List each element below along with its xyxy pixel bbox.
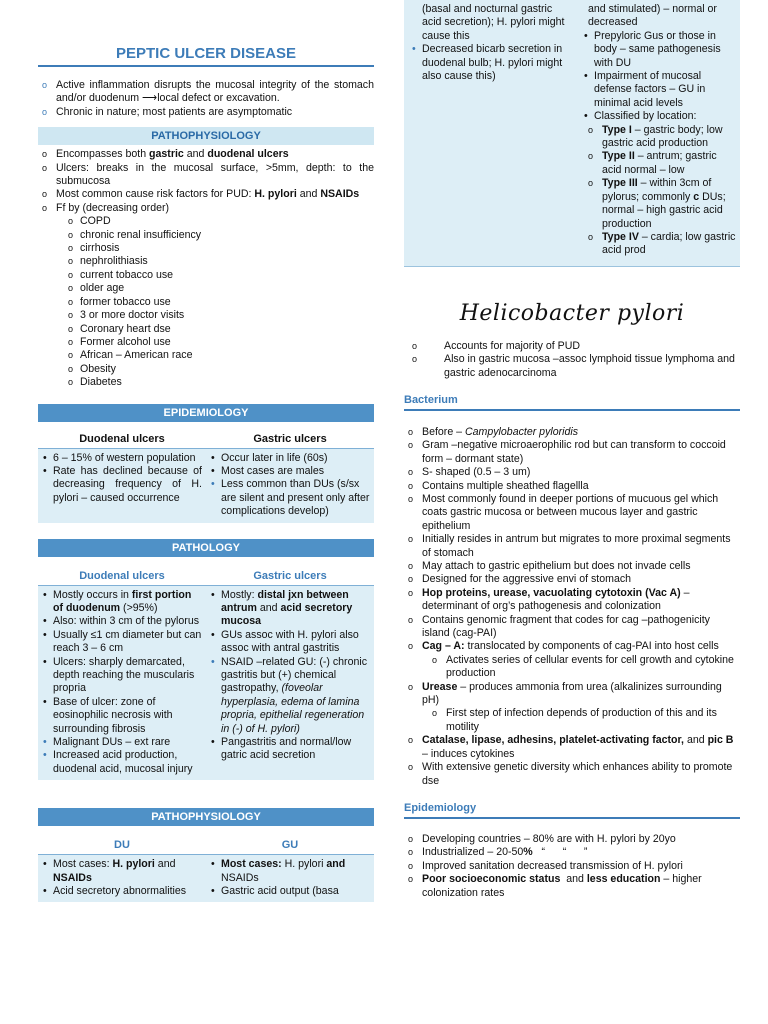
list-item: o Former alcohol use [64,336,374,349]
gu-continued-list [582,30,736,124]
section-heading-pathology: PATHOLOGY [38,539,374,557]
list-item: o Type IV – cardia; low gastric acid prod [584,231,736,258]
list-item: o Cag – A: translocated by components of cag-PAI into host cells o Activates series of cellular events for cell growth and cytokine production [404,640,740,680]
list-item: o Contains genomic fragment that codes for cag –pathogenicity island (cag-PAI) [404,614,740,641]
list-item: o Activates series of cellular events for cell growth and cytokine production [428,654,740,681]
list-item: o Type III – within 3cm of pylorus; commonly c DUs; normal – high gastric acid production [584,177,736,231]
list-item: • Acid secretory abnormalities [41,885,202,898]
list-item: • Usually ≤1 cm diameter but can reach 3 – 6 cm [41,629,202,656]
list-item: o Initially resides in antrum but migrates to more proximal segments of stomach [404,533,740,560]
list-item: o Obesity [64,363,374,376]
intro-text-2: local defect or excavation. [157,92,280,105]
list-item: • Occur later in life (60s) [209,452,370,465]
gu-continued-text: and stimulated) – normal or decreased [588,3,717,29]
section-heading-pathophysiology: PATHOPHYSIOLOGY [38,127,374,145]
list-item: o chronic renal insufficiency [64,229,374,242]
epi-du-list [41,452,202,506]
list-item: • Decreased bicarb secretion in duodenal bulb; H. pylori might also cause this) [410,43,568,83]
list-item: o Developing countries – 80% are with H. pylori by 20yo [404,833,740,846]
epi-gu-list [209,452,370,519]
list-item: o Type I – gastric body; low gastric acid production [584,124,736,151]
epi-table-body [38,449,374,523]
list-item [38,106,374,119]
list-item: • Base of ulcer: zone of eosinophilic necrosis with surrounding fibrosis [41,696,202,736]
section-heading-bacterium: Bacterium [404,392,740,411]
list-item: o Also in gastric mucosa –assoc lymphoid tissue lymphoma and gastric adenocarcinoma [408,353,740,380]
list-item: o cirrhosis [64,242,374,255]
list-item: o Ff by (decreasing order) [38,202,374,215]
list-item: • Mostly occurs in first portion of duodenum (>95%) [41,589,202,616]
patho2-table-body [38,855,374,902]
list-item: o Ulcers: breaks in the mucosal surface, >5mm, depth: to the submucosa [38,162,374,189]
left-column [38,0,374,902]
list-item: • Less common than DUs (s/sx are silent and present only after complications develop) [209,478,370,518]
list-item: o Gram –negative microaerophilic rod but can transform to coccoid form – dormant state) [404,439,740,466]
pathology-col-gu: Gastric ulcers [253,569,327,582]
section-heading-epidemiology: EPIDEMIOLOGY [38,404,374,422]
list-item: • Classified by location: [582,110,736,123]
list-item: o Most common cause risk factors for PUD: H. pylori and NSAIDs [38,188,374,201]
list-item: • Prepyloric Gus or those in body – same pathogenesis with DU [582,30,736,70]
list-item [38,79,374,106]
patho2-col-du: DU [114,839,130,852]
list-item: o COPD [64,215,374,228]
list-item: o Coronary heart dse [64,323,374,336]
list-item: • Most cases: H. pylori and NSAIDs [41,858,202,885]
list-item: • Ulcers: sharply demarcated, depth reaching the muscularis propria [41,656,202,696]
intro-text-3: Chronic in nature; most patients are asymptomatic [56,105,293,118]
list-item: o Before – Campylobacter pyloridis [404,426,740,439]
list-item: o Hop proteins, urease, vacuolating cytotoxin (Vac A) – determinant of org’s pathogenesis and colonization [404,587,740,614]
list-item: o With extensive genetic diversity which enhances ability to promote dse [404,761,740,788]
list-item: • Malignant DUs – ext rare [41,736,202,749]
list-item: o Most commonly found in deeper portions of mucuous gel which coats gastric mucosa or between mucous layer and gastric epithelium [404,493,740,533]
list-item: o First step of infection depends of production of this and its motility [428,707,740,734]
list-item: o Type II – antrum; gastric acid normal – low [584,150,736,177]
list-item: o Poor socioeconomic status and less education – higher colonization rates [404,873,740,900]
intro-text: Active inflammation disrupts the mucosal integrity of the stomach and/or duodenum [56,79,374,105]
list-item: • Rate has declined because of decreasing frequency of H. pylori – caused occurrence [41,465,202,505]
list-item: o Encompasses both gastric and duodenal ulcers [38,148,374,161]
list-item: • Also: within 3 cm of the pylorus [41,615,202,628]
pathology-col-du: Duodenal ulcers [79,569,165,582]
hp-intro-list [408,340,740,380]
gu-type-list [584,124,736,258]
list-item: o S- shaped (0.5 – 3 um) [404,466,740,479]
risk-factor-list [38,215,374,389]
list-item: o Urease – produces ammonia from urea (alkalinizes surrounding pH) o First step of infection depends of production of this and its motility [404,681,740,735]
list-item: • 6 – 15% of western population [41,452,202,465]
list-item: o current tobacco use [64,269,374,282]
intro-list [38,79,374,119]
hp-script-title: Helicobacter pylori [459,300,685,326]
list-item: o African – American race [64,349,374,362]
patho2-col-gu: GU [281,839,299,852]
epi-col-gu: Gastric ulcers [253,432,327,445]
right-column [404,0,740,900]
list-item: • Pangastritis and normal/low gatric acid secretion [209,736,370,763]
list-item: o Industrialized – 20-50% “ “ ” [404,846,740,859]
section-heading-epidemiology-hp: Epidemiology [404,800,740,819]
hp-epi-list [404,833,740,900]
list-item: o former tobacco use [64,296,374,309]
pathology-du-list [41,589,202,777]
list-item: • Mostly: distal jxn between antrum and acid secretory mucosa [209,589,370,629]
patho-list [38,148,374,215]
bacterium-list [404,426,740,788]
list-item: • Most cases: H. pylori and NSAIDs [209,858,370,885]
list-item: • Impairment of mucosal defense factors – GU in minimal acid levels [582,70,736,110]
list-item: o Designed for the aggressive envi of stomach [404,573,740,586]
list-item: o older age [64,282,374,295]
list-item: o Contains multiple sheathed flagellla [404,480,740,493]
list-item: • NSAID –related GU: (-) chronic gastritis but (+) chemical gastropathy, (foveolar hyperplasia, edema of lamina propria, epithelial regeneration in (-) of H. pylori) [209,656,370,736]
patho2-continued [404,0,740,267]
list-item: o May attach to gastric epithelium but does not invade cells [404,560,740,573]
arrow-icon: ⟶ [142,92,158,105]
pathology-table-header [38,567,374,586]
list-item: o nephrolithiasis [64,255,374,268]
list-item: • Most cases are males [209,465,370,478]
list-item: • Increased acid production, duodenal acid, mucosal injury [41,749,202,776]
list-item: o Diabetes [64,376,374,389]
list-item: • Gastric acid output (basa [209,885,370,898]
page-title: PEPTIC ULCER DISEASE [38,45,374,67]
list-item: o 3 or more doctor visits [64,309,374,322]
list-item: o Accounts for majority of PUD [408,340,740,353]
du-continued-list [410,43,568,83]
pathology-gu-list [209,589,370,763]
list-item: o Catalase, lipase, adhesins, platelet-activating factor, and pic B – induces cytokines [404,734,740,761]
list-item: • GUs assoc with H. pylori also assoc with antral gastritis [209,629,370,656]
patho2-du-list [41,858,202,898]
du-continued-text: (basal and nocturnal gastric acid secretion); H. pylori might cause this [422,3,565,42]
patho2-table-header [38,836,374,855]
epi-col-du: Duodenal ulcers [79,432,165,445]
epi-table-header [38,430,374,449]
section-heading-pathophysiology-2: PATHOPHYSIOLOGY [38,808,374,826]
list-item: o Improved sanitation decreased transmission of H. pylori [404,860,740,873]
pathology-table-body [38,586,374,781]
patho2-gu-list [209,858,370,898]
